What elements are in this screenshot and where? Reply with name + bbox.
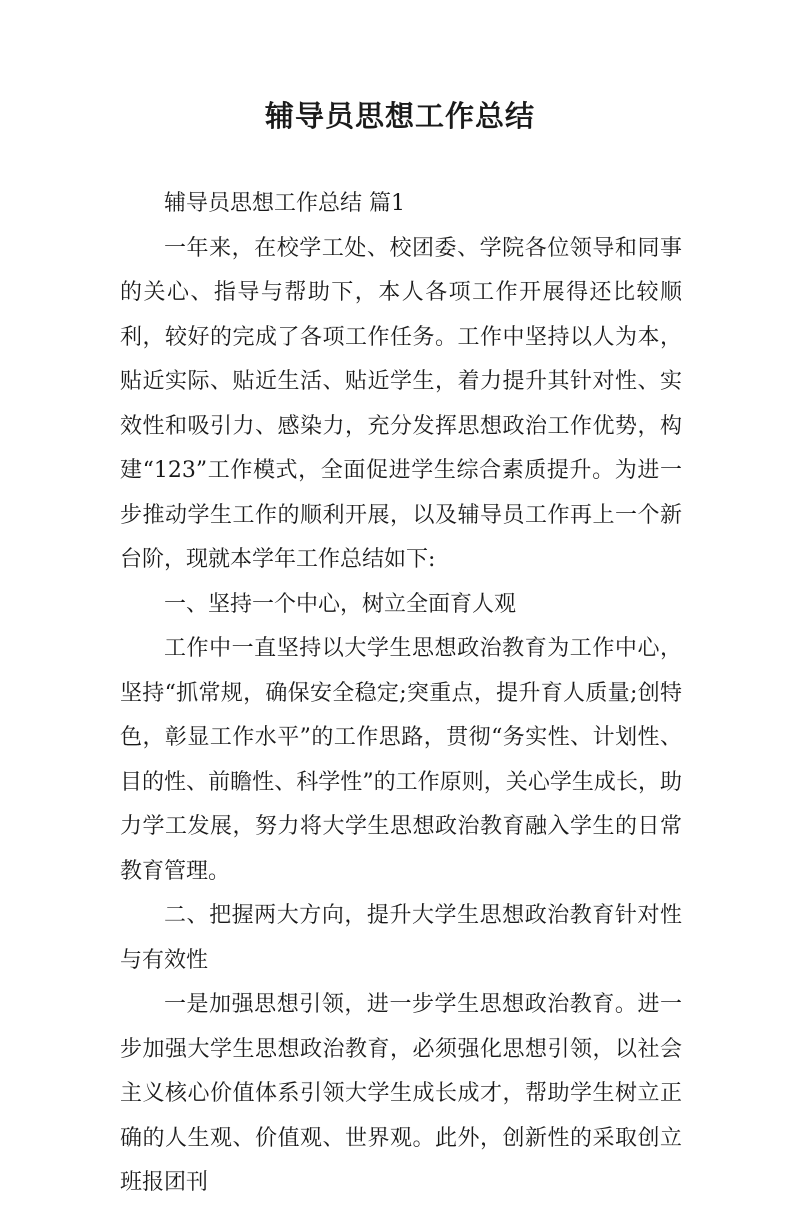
document-title: 辅导员思想工作总结	[264, 99, 535, 133]
section-heading-1: 一、坚持一个中心，树立全面育人观	[164, 591, 517, 617]
section-heading-article-1: 辅导员思想工作总结 篇1	[164, 191, 405, 216]
section-heading-2: 二、把握两大方向，提升大学生思想政治教育针对性与有效性	[120, 903, 682, 973]
document-body	[120, 182, 682, 1206]
paragraph-intro: 一年来，在校学工处、校团委、学院各位领导和同事的关心、指导与帮助下，本人各项工作开展得还比较顺利，较好的完成了各项工作任务。工作中坚持以人为本，贴近实际、贴近生活、贴近学生，着力提升其针对性、实效性和吸引力、感染力，充分发挥思想政治工作优势，构建“123”工作模式，全面促进学生综合素质提升。为进一步推动学生工作的顺利开展，以及辅导员工作再上一个新台阶，现就本学年工作总结如下:	[120, 235, 682, 572]
paragraph-section-1: 工作中一直坚持以大学生思想政治教育为工作中心，坚持“抓常规，确保安全稳定;突重点，提升育人质量;创特色，彰显工作水平”的工作思路，贯彻“务实性、计划性、目的性、前瞻性、科学性”的工作原则，关心学生成长，助力学工发展，努力将大学生思想政治教育融入学生的日常教育管理。	[120, 636, 682, 884]
paragraph-section-2: 一是加强思想引领，进一步学生思想政治教育。进一步加强大学生思想政治教育，必须强化思想引领，以社会主义核心价值体系引领大学生成长成才，帮助学生树立正确的人生观、价值观、世界观。此外，创新性的采取创立班报团刊	[120, 992, 682, 1195]
